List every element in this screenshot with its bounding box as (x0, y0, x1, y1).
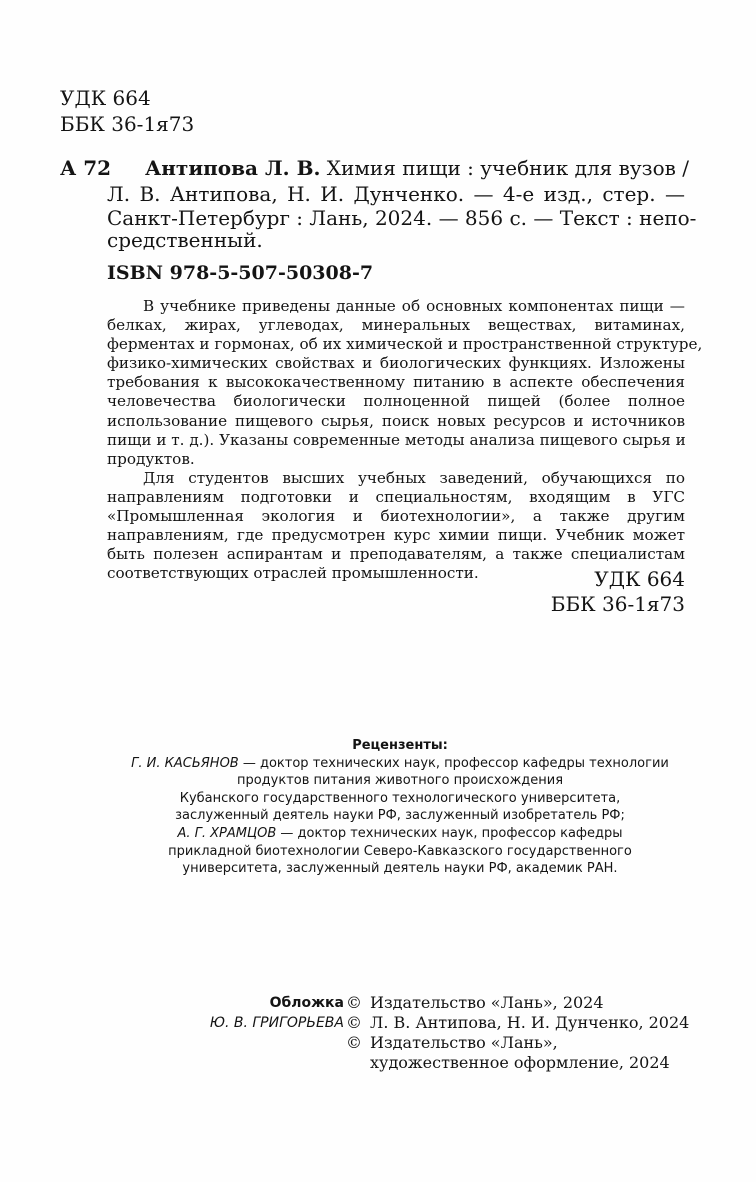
reviewer-2-line: А. Г. ХРАМЦОВ — доктор технических наук, профессор кафедры (177, 825, 623, 841)
udk-code: УДК 664 (60, 86, 151, 110)
abstract-line: пищи и т. д.). Указаны современные методы анализа пищевого сырья и (107, 430, 686, 449)
reviewer-2-line: прикладной биотехнологии Северо-Кавказского государственного (168, 843, 632, 859)
abstract-line: человечества биологически полноценной пищей (более полное (107, 392, 685, 411)
copyright-line-1: Издательство «Лань», 2024 (370, 993, 604, 1012)
classification-codes-top (60, 85, 194, 137)
entry-line-4: средственный. (107, 228, 263, 252)
abstract (107, 297, 703, 583)
entry-title: Химия пищи : учебник для вузов / (326, 156, 689, 180)
abstract-line: соответствующих отраслей промышленности. (107, 564, 479, 583)
cover-label: Обложка (269, 995, 344, 1011)
reviewer-1-line: Г. И. КАСЬЯНОВ — доктор технических наук, профессор кафедры технологии (131, 755, 669, 771)
classification-codes-bottom (551, 567, 685, 617)
entry-line-3: Санкт-Петербург : Лань, 2024. — 856 с. — Текст : непо- (107, 206, 697, 230)
copyright-line-4: художественное оформление, 2024 (370, 1053, 670, 1072)
abstract-line: направлениям, где предусмотрен курс химии пищи. Учебник может (107, 526, 685, 545)
copyright-symbol: © (346, 1013, 362, 1032)
abstract-line: использование пищевого сырья, поиск новых ресурсов и источников (107, 411, 685, 430)
copyright-symbol: © (346, 1033, 362, 1052)
reviewer-1-line: Кубанского государственного технологического университета, (179, 790, 621, 806)
abstract-line: Для студентов высших учебных заведений, обучающихся по (143, 468, 685, 487)
copyright-symbol: © (346, 993, 362, 1012)
udk-code: УДК 664 (594, 567, 685, 591)
isbn: ISBN 978-5-507-50308-7 (107, 262, 374, 284)
abstract-line: быть полезен аспирантам и преподавателям, а также специалистам (107, 545, 685, 564)
copyright-line-3: Издательство «Лань», (370, 1033, 558, 1052)
reviewer-1-name: Г. И. КАСЬЯНОВ (131, 755, 239, 771)
reviewer-2-line: университета, заслуженный деятель науки РФ, академик РАН. (182, 861, 618, 877)
bbk-code: ББК 36-1я73 (550, 592, 685, 616)
copyright-line-2: Л. В. Антипова, Н. И. Дунченко, 2024 (370, 1013, 690, 1032)
reviewers-heading: Рецензенты: (352, 738, 448, 753)
abstract-line: В учебнике приведены данные об основных компонентах пищи — (143, 297, 685, 315)
entry-line-1 (145, 156, 689, 180)
bbk-code: ББК 36-1я73 (60, 112, 195, 136)
abstract-line: продуктов. (107, 449, 195, 468)
cover-artist: Ю. В. ГРИГОРЬЕВА (209, 1015, 344, 1031)
abstract-line: направлениям подготовки и специальностям, входящим в УГС (107, 487, 685, 506)
reviewer-1-line: заслуженный деятель науки РФ, заслуженный изобретатель РФ; (175, 808, 625, 824)
entry-author: Антипова Л. В. (145, 156, 321, 180)
abstract-line: требования к высококачественному питанию в аспекте обеспечения (107, 373, 685, 392)
abstract-line: ферментах и гормонах, об их химической и пространственной структуре, (107, 335, 703, 354)
cover-credit (210, 993, 344, 1033)
abstract-line: «Промышленная экология и биотехнологии», а также другим (107, 507, 685, 526)
abstract-line: физико-химических свойствах и биологических функциях. Изложены (107, 354, 685, 373)
reviewer-2-name: А. Г. ХРАМЦОВ (177, 825, 277, 841)
abstract-line: белках, жирах, углеводах, минеральных веществах, витаминах, (107, 316, 685, 335)
author-sign: А 72 (60, 156, 112, 180)
entry-line-2: Л. В. Антипова, Н. И. Дунченко. — 4-е изд., стер. — (107, 182, 685, 206)
reviewers-block (100, 737, 700, 878)
reviewer-1-line: продуктов питания животного происхождения (236, 773, 564, 789)
